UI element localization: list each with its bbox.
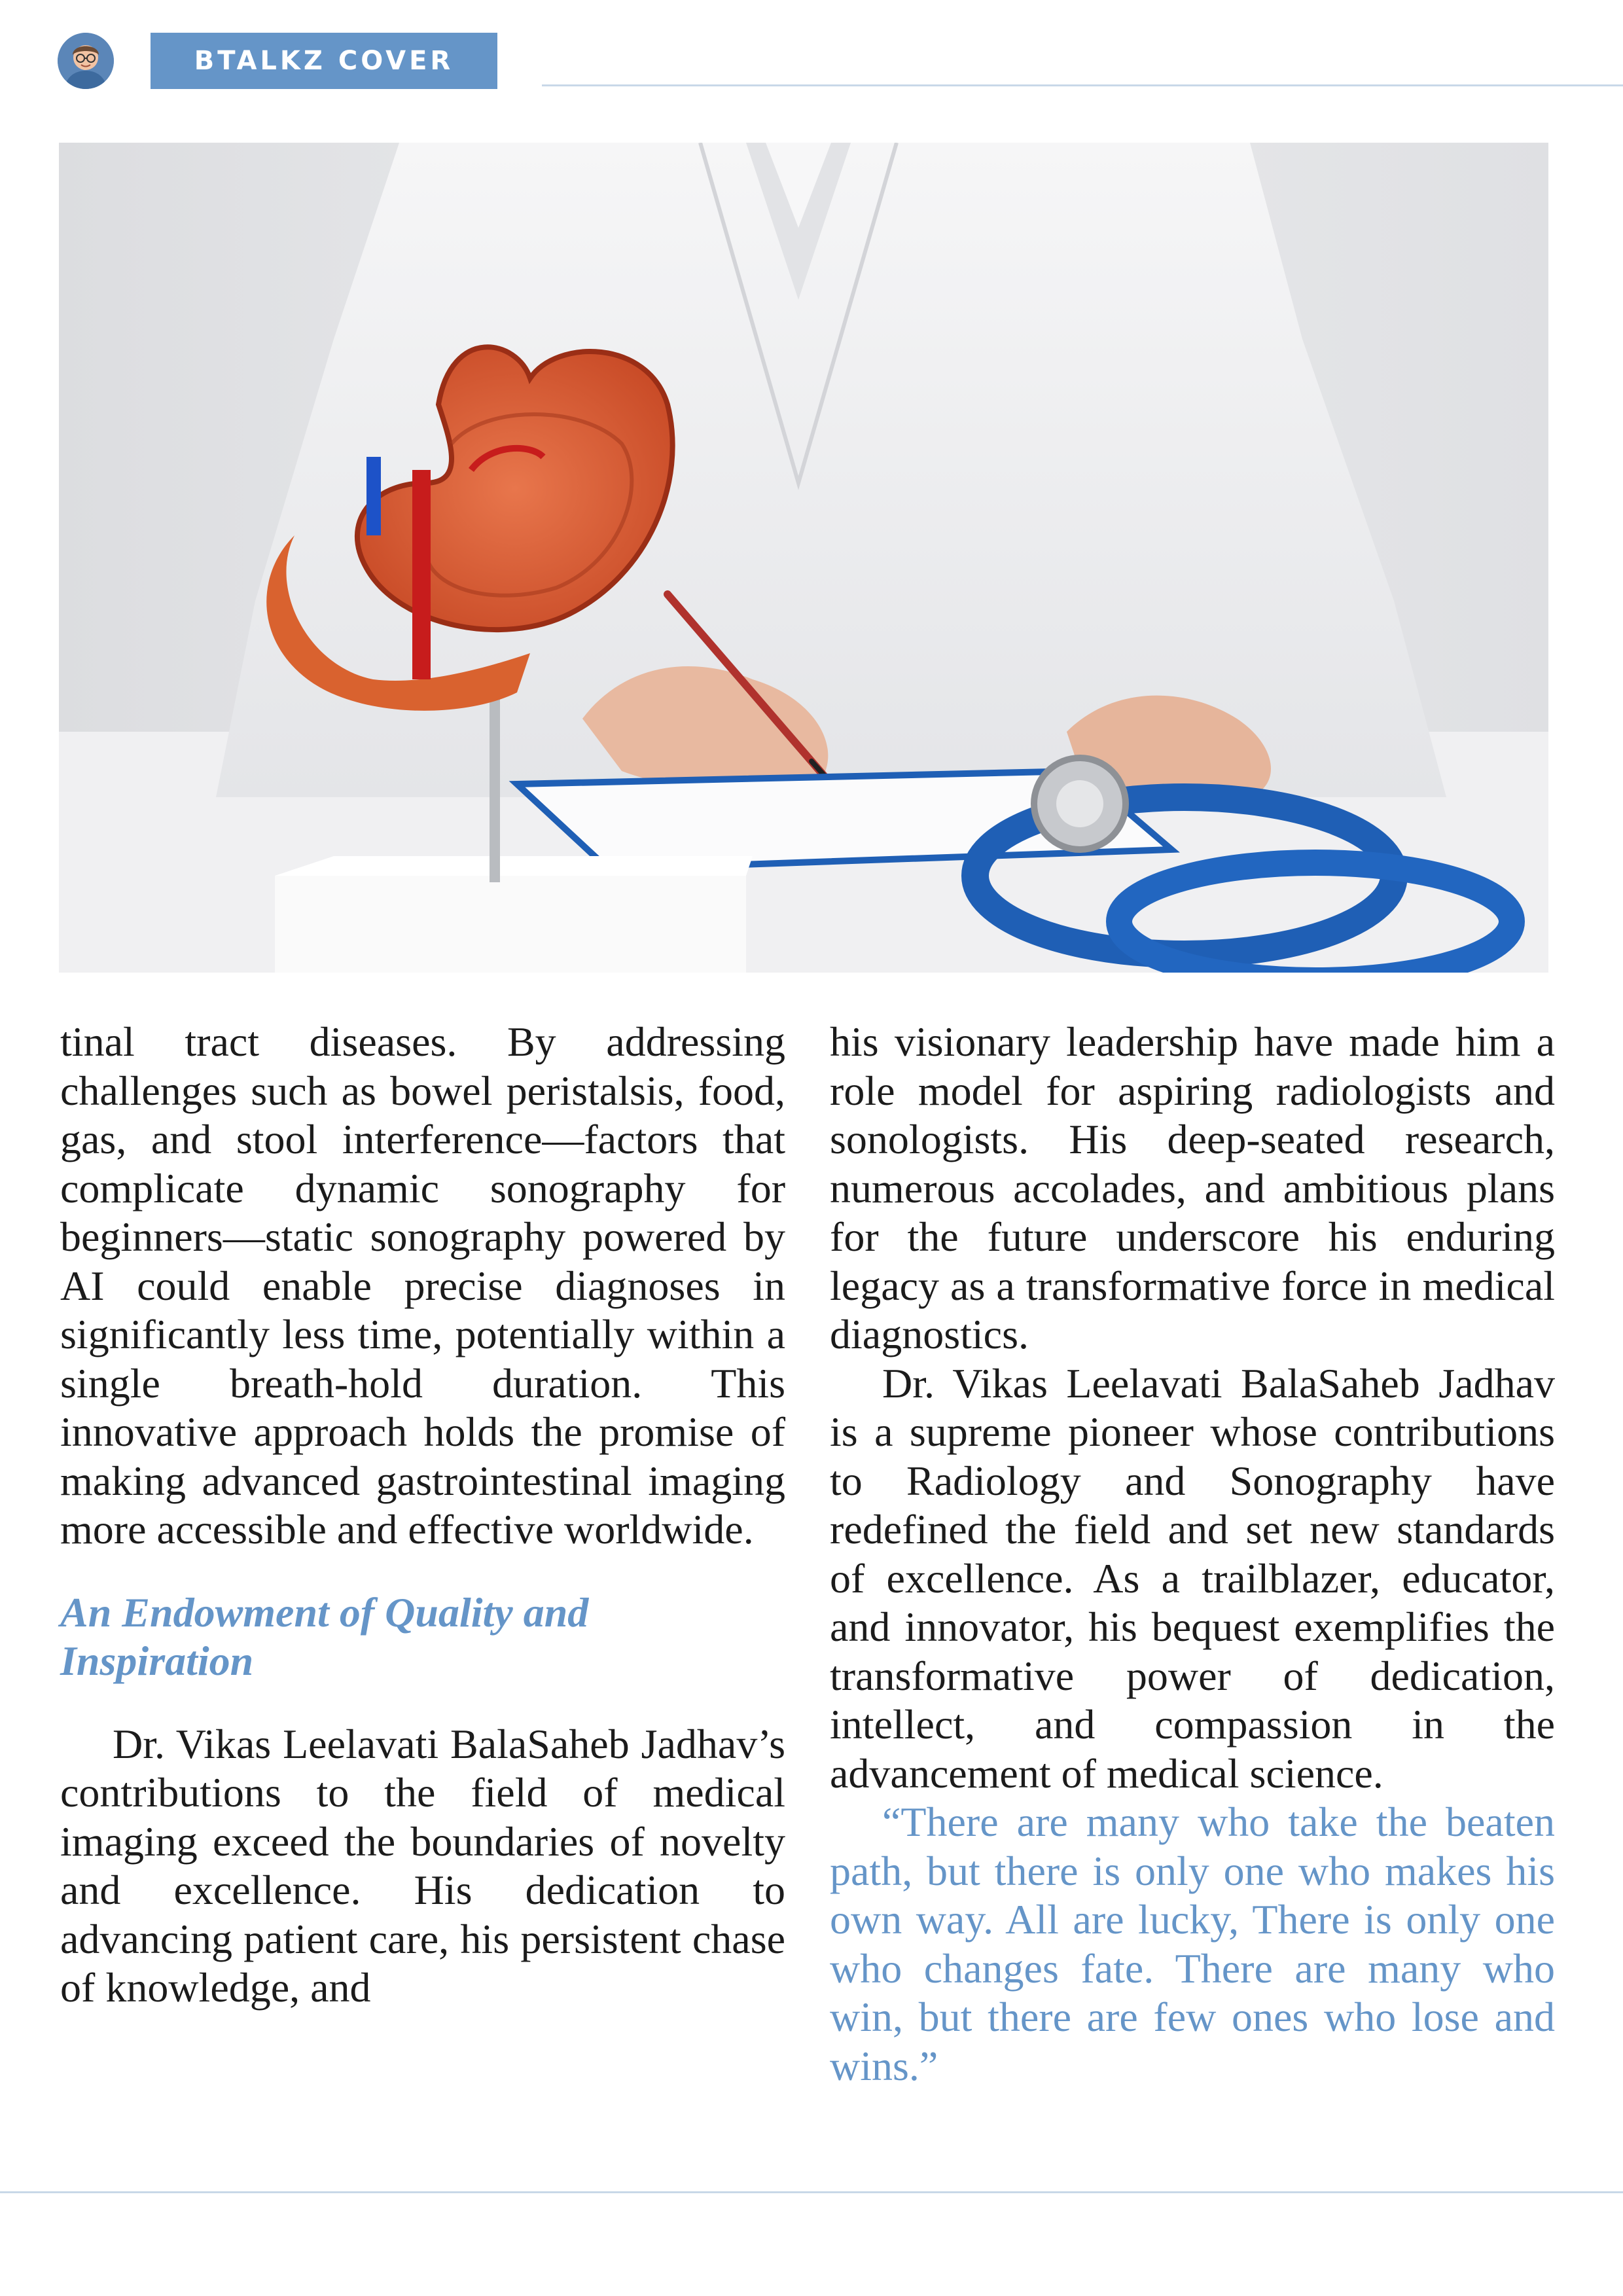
article-column-right [830, 1018, 1555, 2090]
page-header [0, 0, 1623, 132]
pull-quote: “There are many who take the beaten path, but there is only one who makes his own way. All are lucky, There is only one who changes fate. There are many who win, but there are few ones who lose and wins.” [830, 1799, 1555, 2089]
section-tag: BTALKZ COVER STORY [151, 33, 497, 89]
article-column-left [60, 1018, 785, 2013]
body-paragraph: tinal tract diseases. By addressing challenges such as bowel peristalsis, food, gas, and stool interference—factors that complicate dynamic sonography for beginners—static sonography powered by AI could enable precise diagnoses in significantly less time, potentially within a single breath-hold duration. This innovative approach holds the promise of making advanced gastrointestinal imaging more accessible and effective worldwide. [60, 1018, 785, 1552]
section-subheading: An Endowment of Quality and Inspiration [60, 1588, 589, 1684]
body-paragraph: his visionary leadership have made him a role model for aspiring radiologists and sonologists. His deep-seated research, numerous accolades, and ambitious plans for the future underscore his enduring legacy as a transformative force in medical diagnostics. [830, 1018, 1555, 1357]
body-paragraph: Dr. Vikas Leelavati BalaSaheb Jadhav is a supreme pioneer whose contributions to Radiology and Sonography have redefined the field and set new standards of excellence. As a trailblazer, educator, and innovator, his bequest exemplifies the transformative power of dedication, intellect, and compassion in the advancement of medical science. [830, 1359, 1555, 1797]
doctor-avatar-icon [58, 33, 114, 89]
stomach-model-doctor-photo [59, 143, 1548, 973]
body-paragraph: Dr. Vikas Leelavati BalaSaheb Jadhav’s contributions to the field of medical imaging exceed the boundaries of novelty and excellence. His dedication to advancing patient care, his persistent chase of knowledge, and [60, 1720, 785, 2011]
header-divider [542, 84, 1623, 86]
footer-divider [0, 2191, 1623, 2193]
